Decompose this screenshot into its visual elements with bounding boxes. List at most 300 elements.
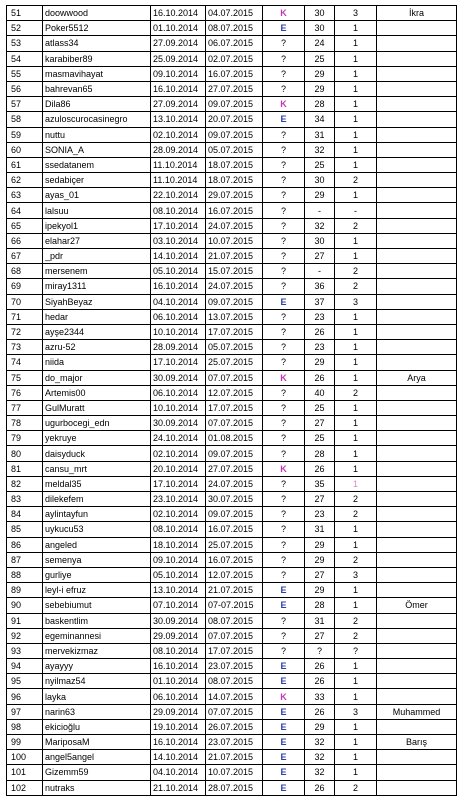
table-row	[7, 385, 457, 400]
age-cell: 32	[305, 765, 335, 780]
age-cell: 32	[305, 735, 335, 750]
gender-cell: ?	[263, 507, 305, 522]
end-date-cell: 09.07.2015	[206, 507, 263, 522]
gender-cell: ?	[263, 279, 305, 294]
start-date-cell: 16.10.2014	[151, 735, 206, 750]
end-date-cell: 09.07.2015	[206, 97, 263, 112]
end-date-cell: 13.07.2015	[206, 309, 263, 324]
table-row	[7, 66, 457, 81]
baby-name-cell	[377, 142, 457, 157]
age-cell: 26	[305, 704, 335, 719]
baby-name-cell: Arya	[377, 370, 457, 385]
count-cell: 3	[335, 704, 377, 719]
username-cell: karabiber89	[43, 51, 151, 66]
count-cell: 3	[335, 567, 377, 582]
start-date-cell: 29.09.2014	[151, 628, 206, 643]
username-cell: lalsuu	[43, 203, 151, 218]
start-date-cell: 27.09.2014	[151, 97, 206, 112]
gender-cell: ?	[263, 233, 305, 248]
count-cell: 1	[335, 416, 377, 431]
baby-name-cell	[377, 309, 457, 324]
row-number-cell: 62	[7, 173, 43, 188]
baby-name-cell: Muhammed	[377, 704, 457, 719]
start-date-cell: 16.10.2014	[151, 279, 206, 294]
count-cell: 1	[335, 188, 377, 203]
row-number-cell: 53	[7, 36, 43, 51]
count-cell: 1	[335, 674, 377, 689]
table-row	[7, 127, 457, 142]
count-cell: 1	[335, 522, 377, 537]
gender-cell: ?	[263, 264, 305, 279]
username-cell: meldal35	[43, 476, 151, 491]
username-cell: uykucu53	[43, 522, 151, 537]
end-date-cell: 16.07.2015	[206, 552, 263, 567]
gender-cell: ?	[263, 416, 305, 431]
end-date-cell: 04.07.2015	[206, 6, 263, 21]
end-date-cell: 05.07.2015	[206, 340, 263, 355]
table-row	[7, 173, 457, 188]
gender-cell: K	[263, 370, 305, 385]
gender-cell: ?	[263, 431, 305, 446]
age-cell: 29	[305, 81, 335, 96]
baby-name-cell	[377, 643, 457, 658]
count-cell: ?	[335, 643, 377, 658]
start-date-cell: 17.10.2014	[151, 218, 206, 233]
gender-cell: E	[263, 294, 305, 309]
age-cell: 36	[305, 279, 335, 294]
count-cell: 2	[335, 780, 377, 795]
baby-name-cell	[377, 112, 457, 127]
table-row	[7, 249, 457, 264]
gender-cell: ?	[263, 218, 305, 233]
baby-name-cell	[377, 294, 457, 309]
baby-name-cell: Barış	[377, 735, 457, 750]
table-row	[7, 507, 457, 522]
count-cell: 1	[335, 598, 377, 613]
end-date-cell: 09.07.2015	[206, 294, 263, 309]
gender-cell: ?	[263, 492, 305, 507]
row-number-cell: 81	[7, 461, 43, 476]
baby-name-cell	[377, 400, 457, 415]
baby-name-cell	[377, 203, 457, 218]
table-row	[7, 294, 457, 309]
count-cell: 1	[335, 51, 377, 66]
baby-name-cell	[377, 324, 457, 339]
age-cell: 26	[305, 674, 335, 689]
count-cell: 1	[335, 97, 377, 112]
username-cell: angeled	[43, 537, 151, 552]
table-row	[7, 218, 457, 233]
row-number-cell: 64	[7, 203, 43, 218]
username-cell: sedabiçer	[43, 173, 151, 188]
username-cell: daisyduck	[43, 446, 151, 461]
gender-cell: E	[263, 112, 305, 127]
age-cell: 29	[305, 66, 335, 81]
gender-cell: ?	[263, 522, 305, 537]
baby-name-cell: İkra	[377, 6, 457, 21]
username-cell: Gizemm59	[43, 765, 151, 780]
table-row	[7, 431, 457, 446]
username-cell: cansu_mrt	[43, 461, 151, 476]
baby-name-cell	[377, 431, 457, 446]
table-row	[7, 750, 457, 765]
start-date-cell: 02.10.2014	[151, 507, 206, 522]
row-number-cell: 59	[7, 127, 43, 142]
start-date-cell: 06.10.2014	[151, 689, 206, 704]
row-number-cell: 88	[7, 567, 43, 582]
count-cell: 1	[335, 446, 377, 461]
baby-name-cell	[377, 249, 457, 264]
end-date-cell: 17.07.2015	[206, 643, 263, 658]
table-row	[7, 203, 457, 218]
gender-cell: ?	[263, 537, 305, 552]
row-number-cell: 71	[7, 309, 43, 324]
gender-cell: ?	[263, 476, 305, 491]
end-date-cell: 21.07.2015	[206, 583, 263, 598]
gender-cell: ?	[263, 324, 305, 339]
username-cell: nutraks	[43, 780, 151, 795]
start-date-cell: 16.10.2014	[151, 659, 206, 674]
age-cell: 32	[305, 142, 335, 157]
username-cell: ssedatanem	[43, 157, 151, 172]
gender-cell: ?	[263, 567, 305, 582]
start-date-cell: 21.10.2014	[151, 780, 206, 795]
age-cell: 28	[305, 598, 335, 613]
username-cell: ayşe2344	[43, 324, 151, 339]
age-cell: 26	[305, 461, 335, 476]
username-cell: miray1311	[43, 279, 151, 294]
gender-cell: ?	[263, 446, 305, 461]
table-row	[7, 704, 457, 719]
start-date-cell: 27.09.2014	[151, 36, 206, 51]
count-cell: 2	[335, 552, 377, 567]
count-cell: 1	[335, 583, 377, 598]
row-number-cell: 98	[7, 719, 43, 734]
row-number-cell: 96	[7, 689, 43, 704]
start-date-cell: 18.10.2014	[151, 537, 206, 552]
age-cell: ?	[305, 643, 335, 658]
count-cell: 2	[335, 628, 377, 643]
start-date-cell: 01.10.2014	[151, 21, 206, 36]
baby-name-cell	[377, 127, 457, 142]
start-date-cell: 03.10.2014	[151, 233, 206, 248]
row-number-cell: 51	[7, 6, 43, 21]
end-date-cell: 09.07.2015	[206, 127, 263, 142]
baby-name-cell	[377, 188, 457, 203]
start-date-cell: 08.10.2014	[151, 643, 206, 658]
start-date-cell: 23.10.2014	[151, 492, 206, 507]
count-cell: 3	[335, 294, 377, 309]
gender-cell: K	[263, 6, 305, 21]
baby-name-cell	[377, 36, 457, 51]
age-cell: 30	[305, 6, 335, 21]
start-date-cell: 24.10.2014	[151, 431, 206, 446]
start-date-cell: 16.10.2014	[151, 6, 206, 21]
start-date-cell: 05.10.2014	[151, 264, 206, 279]
baby-name-cell	[377, 613, 457, 628]
table-row	[7, 324, 457, 339]
gender-cell: ?	[263, 127, 305, 142]
gender-cell: K	[263, 689, 305, 704]
baby-name-cell	[377, 173, 457, 188]
age-cell: 26	[305, 370, 335, 385]
age-cell: 29	[305, 355, 335, 370]
gender-cell: ?	[263, 51, 305, 66]
table-row	[7, 81, 457, 96]
end-date-cell: 23.07.2015	[206, 735, 263, 750]
username-cell: nyilmaz54	[43, 674, 151, 689]
username-cell: ugurbocegi_edn	[43, 416, 151, 431]
gender-cell: E	[263, 750, 305, 765]
username-cell: _pdr	[43, 249, 151, 264]
start-date-cell: 05.10.2014	[151, 567, 206, 582]
row-number-cell: 54	[7, 51, 43, 66]
count-cell: 1	[335, 750, 377, 765]
count-cell: 1	[335, 355, 377, 370]
end-date-cell: 16.07.2015	[206, 522, 263, 537]
table-row	[7, 659, 457, 674]
table-row	[7, 21, 457, 36]
baby-name-cell	[377, 264, 457, 279]
end-date-cell: 08.07.2015	[206, 21, 263, 36]
baby-name-cell	[377, 385, 457, 400]
start-date-cell: 17.10.2014	[151, 476, 206, 491]
start-date-cell: 07.10.2014	[151, 598, 206, 613]
baby-name-cell	[377, 355, 457, 370]
row-number-cell: 52	[7, 21, 43, 36]
count-cell: 1	[335, 324, 377, 339]
username-cell: mervekizmaz	[43, 643, 151, 658]
count-cell: 1	[335, 765, 377, 780]
baby-name-cell	[377, 218, 457, 233]
start-date-cell: 28.09.2014	[151, 142, 206, 157]
username-cell: layka	[43, 689, 151, 704]
baby-name-cell	[377, 765, 457, 780]
table-row	[7, 567, 457, 582]
row-number-cell: 93	[7, 643, 43, 658]
row-number-cell: 57	[7, 97, 43, 112]
start-date-cell: 01.10.2014	[151, 674, 206, 689]
username-cell: azru-52	[43, 340, 151, 355]
username-cell: nuttu	[43, 127, 151, 142]
age-cell: 27	[305, 492, 335, 507]
age-cell: 33	[305, 689, 335, 704]
row-number-cell: 82	[7, 476, 43, 491]
gender-cell: E	[263, 21, 305, 36]
end-date-cell: 07-07.2015	[206, 598, 263, 613]
username-cell: aylintayfun	[43, 507, 151, 522]
start-date-cell: 04.10.2014	[151, 294, 206, 309]
username-cell: GulMuratt	[43, 400, 151, 415]
table-row	[7, 142, 457, 157]
table-row	[7, 674, 457, 689]
end-date-cell: 09.07.2015	[206, 446, 263, 461]
gender-cell: E	[263, 704, 305, 719]
table-row	[7, 400, 457, 415]
start-date-cell: 30.09.2014	[151, 416, 206, 431]
baby-name-cell	[377, 537, 457, 552]
age-cell: 31	[305, 522, 335, 537]
username-cell: leyl-i efruz	[43, 583, 151, 598]
username-cell: SiyahBeyaz	[43, 294, 151, 309]
username-cell: azuloscurocasinegro	[43, 112, 151, 127]
username-cell: sebebiumut	[43, 598, 151, 613]
row-number-cell: 75	[7, 370, 43, 385]
baby-name-cell	[377, 51, 457, 66]
gender-cell: ?	[263, 249, 305, 264]
end-date-cell: 20.07.2015	[206, 112, 263, 127]
end-date-cell: 16.07.2015	[206, 203, 263, 218]
end-date-cell: 07.07.2015	[206, 628, 263, 643]
age-cell: 31	[305, 127, 335, 142]
baby-name-cell	[377, 66, 457, 81]
table-row	[7, 719, 457, 734]
row-number-cell: 95	[7, 674, 43, 689]
username-cell: baskentlim	[43, 613, 151, 628]
age-cell: 23	[305, 340, 335, 355]
table-row	[7, 188, 457, 203]
count-cell: 1	[335, 400, 377, 415]
table-row	[7, 355, 457, 370]
row-number-cell: 94	[7, 659, 43, 674]
start-date-cell: 28.09.2014	[151, 340, 206, 355]
start-date-cell: 22.10.2014	[151, 188, 206, 203]
start-date-cell: 10.10.2014	[151, 400, 206, 415]
username-cell: mersenem	[43, 264, 151, 279]
baby-name-cell	[377, 689, 457, 704]
username-cell: semenya	[43, 552, 151, 567]
baby-name-cell	[377, 507, 457, 522]
row-number-cell: 56	[7, 81, 43, 96]
count-cell: 1	[335, 157, 377, 172]
row-number-cell: 86	[7, 537, 43, 552]
end-date-cell: 01.08.2015	[206, 431, 263, 446]
username-cell: ipekyol1	[43, 218, 151, 233]
baby-name-cell	[377, 492, 457, 507]
baby-name-cell	[377, 750, 457, 765]
age-cell: 25	[305, 157, 335, 172]
age-cell: 26	[305, 659, 335, 674]
count-cell: 1	[335, 142, 377, 157]
age-cell: 30	[305, 233, 335, 248]
end-date-cell: 23.07.2015	[206, 659, 263, 674]
count-cell: 1	[335, 309, 377, 324]
age-cell: 25	[305, 431, 335, 446]
end-date-cell: 17.07.2015	[206, 400, 263, 415]
count-cell: 2	[335, 279, 377, 294]
table-row	[7, 643, 457, 658]
username-cell: Dila86	[43, 97, 151, 112]
table-row	[7, 735, 457, 750]
end-date-cell: 25.07.2015	[206, 355, 263, 370]
start-date-cell: 09.10.2014	[151, 552, 206, 567]
count-cell: 1	[335, 233, 377, 248]
row-number-cell: 80	[7, 446, 43, 461]
username-cell: masmavihayat	[43, 66, 151, 81]
table-row	[7, 36, 457, 51]
gender-cell: ?	[263, 142, 305, 157]
gender-cell: ?	[263, 173, 305, 188]
end-date-cell: 24.07.2015	[206, 218, 263, 233]
gender-cell: E	[263, 674, 305, 689]
table-row	[7, 613, 457, 628]
table-row	[7, 309, 457, 324]
end-date-cell: 02.07.2015	[206, 51, 263, 66]
gender-cell: E	[263, 719, 305, 734]
start-date-cell: 29.09.2014	[151, 704, 206, 719]
gender-cell: ?	[263, 400, 305, 415]
end-date-cell: 07.07.2015	[206, 416, 263, 431]
row-number-cell: 97	[7, 704, 43, 719]
table-row	[7, 780, 457, 795]
age-cell: 26	[305, 780, 335, 795]
end-date-cell: 18.07.2015	[206, 173, 263, 188]
table-row	[7, 416, 457, 431]
age-cell: 23	[305, 507, 335, 522]
row-number-cell: 73	[7, 340, 43, 355]
gender-cell: ?	[263, 188, 305, 203]
age-cell: 27	[305, 249, 335, 264]
baby-name-cell	[377, 719, 457, 734]
username-cell: narin63	[43, 704, 151, 719]
baby-name-cell	[377, 157, 457, 172]
count-cell: -	[335, 203, 377, 218]
table-row	[7, 340, 457, 355]
end-date-cell: 25.07.2015	[206, 537, 263, 552]
baby-name-cell	[377, 628, 457, 643]
count-cell: 1	[335, 537, 377, 552]
row-number-cell: 60	[7, 142, 43, 157]
end-date-cell: 27.07.2015	[206, 461, 263, 476]
age-cell: 31	[305, 613, 335, 628]
start-date-cell: 13.10.2014	[151, 112, 206, 127]
table-row	[7, 279, 457, 294]
table-row	[7, 537, 457, 552]
row-number-cell: 72	[7, 324, 43, 339]
row-number-cell: 76	[7, 385, 43, 400]
table-row	[7, 628, 457, 643]
row-number-cell: 63	[7, 188, 43, 203]
start-date-cell: 11.10.2014	[151, 173, 206, 188]
baby-name-cell	[377, 416, 457, 431]
age-cell: 29	[305, 537, 335, 552]
age-cell: 25	[305, 400, 335, 415]
age-cell: 29	[305, 552, 335, 567]
gender-cell: ?	[263, 355, 305, 370]
baby-name-cell	[377, 522, 457, 537]
username-cell: Artemis00	[43, 385, 151, 400]
baby-name-cell	[377, 279, 457, 294]
gender-cell: K	[263, 461, 305, 476]
count-cell: 2	[335, 218, 377, 233]
end-date-cell: 26.07.2015	[206, 719, 263, 734]
gender-cell: ?	[263, 613, 305, 628]
end-date-cell: 10.07.2015	[206, 233, 263, 248]
gender-cell: E	[263, 598, 305, 613]
baby-name-cell	[377, 233, 457, 248]
count-cell: 1	[335, 476, 377, 491]
row-number-cell: 55	[7, 66, 43, 81]
baby-name-cell	[377, 21, 457, 36]
start-date-cell: 16.10.2014	[151, 81, 206, 96]
end-date-cell: 08.07.2015	[206, 613, 263, 628]
gender-cell: K	[263, 97, 305, 112]
start-date-cell: 09.10.2014	[151, 66, 206, 81]
end-date-cell: 28.07.2015	[206, 780, 263, 795]
username-cell: gurliye	[43, 567, 151, 582]
age-cell: 26	[305, 324, 335, 339]
username-cell: egeminannesi	[43, 628, 151, 643]
